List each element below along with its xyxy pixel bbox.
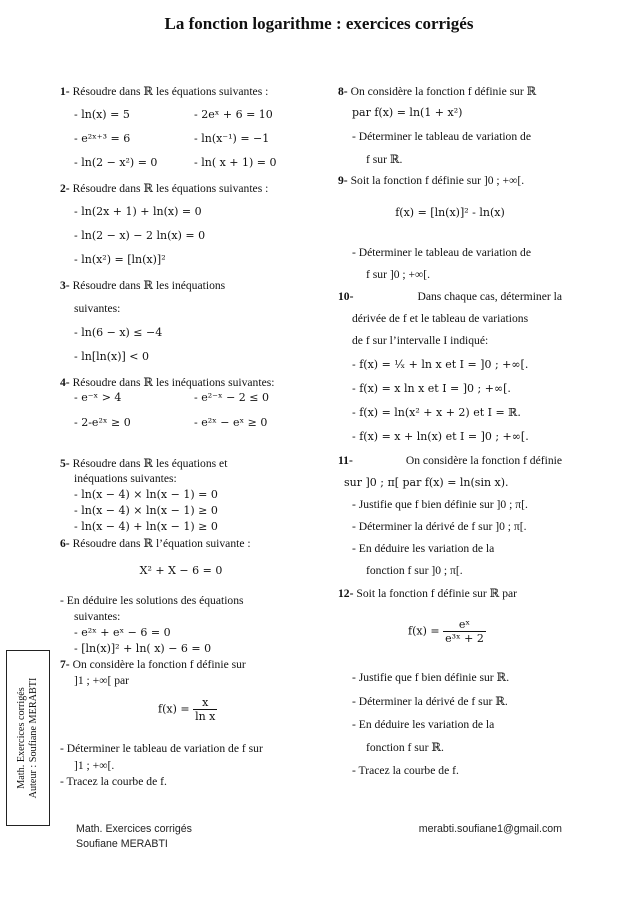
exercise-3 xyxy=(60,278,225,292)
exercise-text: Résoudre dans ℝ les équations et xyxy=(72,457,228,470)
exercise-text: Résoudre dans ℝ les inéquations suivantes: xyxy=(72,376,275,389)
item: - Déterminer le tableau de variation de xyxy=(352,130,531,143)
item: - e²ˣ + eˣ − 6 = 0 xyxy=(74,626,171,639)
exercise-number: 11- xyxy=(338,454,353,467)
item: - Déterminer la dérivé de f sur ]0 ; π[. xyxy=(352,520,527,533)
item: - Justifie que f bien définie sur ℝ. xyxy=(352,671,510,684)
item: - [ln(x)]² + ln( x) − 6 = 0 xyxy=(74,642,212,655)
exercise-text: suivantes: xyxy=(74,610,121,623)
item: - f(x) = x + ln(x) et I = ]0 ; +∞[. xyxy=(352,430,529,443)
item: - En déduire les variation de la xyxy=(352,718,495,731)
item: - ln(x²) = [ln(x)]² xyxy=(74,253,166,266)
exercise-number: 12- xyxy=(338,587,354,600)
fraction xyxy=(193,696,217,723)
exercise-text: sur ]0 ; π[ par f(x) = ln(sin x). xyxy=(344,476,509,489)
exercise-text: - En déduire les solutions des équations xyxy=(60,594,244,607)
exercise-1 xyxy=(60,84,268,98)
numerator: eˣ xyxy=(443,618,486,632)
equation-lhs: f(x) = xyxy=(408,624,440,638)
item: - Déterminer le tableau de variation de f sur xyxy=(60,742,263,755)
exercise-text: On considère la fonction f définie xyxy=(405,454,562,467)
item: fonction f sur ℝ. xyxy=(366,741,444,754)
exercise-8 xyxy=(338,84,536,98)
exercise-number: 4- xyxy=(60,376,70,389)
fraction-equation xyxy=(158,696,217,723)
exercise-number: 8- xyxy=(338,85,348,98)
item: - e²ˣ − eˣ ≥ 0 xyxy=(194,416,268,429)
page-title: La fonction logarithme : exercices corrigés xyxy=(164,14,474,33)
exercise-text: On considère la fonction f définie sur xyxy=(72,658,246,671)
exercise-7 xyxy=(60,658,246,671)
exercise-5 xyxy=(60,456,227,470)
numerator: x xyxy=(193,696,217,710)
exercise-text: inéquations suivantes: xyxy=(74,472,177,485)
item: - Déterminer le tableau de variation de xyxy=(352,246,531,259)
item: - ln(6 − x) ≤ −4 xyxy=(74,326,163,339)
exercise-text: par f(x) = ln(1 + x²) xyxy=(352,106,463,119)
item: - f(x) = ¹⁄ₓ + ln x et I = ]0 ; +∞[. xyxy=(352,358,529,371)
exercise-text: ]1 ; +∞[ par xyxy=(74,674,130,687)
item: - ln(x − 4) × ln(x − 1) = 0 xyxy=(74,488,218,501)
exercise-number: 1- xyxy=(60,85,70,98)
author-sidebar xyxy=(6,650,50,826)
exercise-number: 3- xyxy=(60,279,70,292)
exercise-text: de f sur l’intervalle I indiqué: xyxy=(352,334,489,347)
exercise-number: 9- xyxy=(338,174,348,187)
exercise-text: dérivée de f et le tableau de variations xyxy=(352,312,529,325)
item: - ln(x − 4) × ln(x − 1) ≥ 0 xyxy=(74,504,218,517)
exercise-10 xyxy=(338,290,562,303)
item: fonction f sur ]0 ; π[. xyxy=(366,564,463,577)
exercise-text: Soit la fonction f définie sur ℝ par xyxy=(356,587,518,600)
item: - Déterminer la dérivé de f sur ℝ. xyxy=(352,695,508,708)
exercise-text: suivantes: xyxy=(74,302,121,315)
footer-author: Soufiane MERABTI xyxy=(76,838,168,850)
item: - f(x) = ln(x² + x + 2) et I = ℝ. xyxy=(352,406,521,419)
item: - ln(x) = 5 xyxy=(74,108,130,121)
item: f sur ]0 ; +∞[. xyxy=(366,268,431,281)
sidebar-line-2: Auteur : Soufiane MERABTI xyxy=(28,677,39,799)
item: f sur ℝ. xyxy=(366,153,403,166)
exercise-text: Résoudre dans ℝ les inéquations xyxy=(72,279,226,292)
equation: X² + X − 6 = 0 xyxy=(139,564,223,577)
exercise-text: Soit la fonction f définie sur ]0 ; +∞[. xyxy=(350,174,525,187)
exercise-text: Résoudre dans ℝ les équations suivantes : xyxy=(72,85,269,98)
item: - ln(2 − x) − 2 ln(x) = 0 xyxy=(74,229,206,242)
item: - ln(x − 4) + ln(x − 1) ≥ 0 xyxy=(74,520,218,533)
item: - ln[ln(x)] < 0 xyxy=(74,350,149,363)
item: - Tracez la courbe de f. xyxy=(60,775,167,788)
exercise-number: 10- xyxy=(338,290,354,303)
item: - ln(2 − x²) = 0 xyxy=(74,156,158,169)
footer-left xyxy=(76,822,192,852)
sidebar-line-1: Math. Exercices corrigés xyxy=(16,687,27,789)
denominator: e³ˣ + 2 xyxy=(445,632,484,645)
sidebar-text xyxy=(16,678,40,799)
item: - e²⁻ˣ − 2 ≤ 0 xyxy=(194,391,270,404)
item: - f(x) = x ln x et I = ]0 ; +∞[. xyxy=(352,382,511,395)
equation-lhs: f(x) = xyxy=(158,702,190,716)
item: - ln(x⁻¹) = −1 xyxy=(194,132,270,145)
exercise-number: 5- xyxy=(60,457,70,470)
exercise-text: Résoudre dans ℝ l’équation suivante : xyxy=(72,537,251,550)
footer-course: Math. Exercices corrigés xyxy=(76,823,192,835)
exercise-number: 7- xyxy=(60,658,70,671)
exercise-11 xyxy=(338,454,562,467)
item: - En déduire les variation de la xyxy=(352,542,495,555)
item: - 2eˣ + 6 = 10 xyxy=(194,108,273,121)
exercise-text: Résoudre dans ℝ les équations suivantes : xyxy=(72,182,269,195)
exercise-text: On considère la fonction f définie sur ℝ xyxy=(350,85,537,98)
item: - Justifie que f bien définie sur ]0 ; π[. xyxy=(352,498,528,511)
denominator: ln x xyxy=(195,710,216,723)
exercise-number: 2- xyxy=(60,182,70,195)
exercise-number: 6- xyxy=(60,537,70,550)
item: - e²ˣ⁺³ = 6 xyxy=(74,132,131,145)
item: - ln(2x + 1) + ln(x) = 0 xyxy=(74,205,202,218)
item: ]1 ; +∞[. xyxy=(74,759,115,772)
exercise-12 xyxy=(338,586,517,600)
item: - 2-e²ˣ ≥ 0 xyxy=(74,416,131,429)
item: - e⁻ˣ > 4 xyxy=(74,391,122,404)
item: - Tracez la courbe de f. xyxy=(352,764,459,777)
fraction xyxy=(443,618,486,645)
fraction-equation xyxy=(408,618,486,645)
equation: f(x) = [ln(x)]² - ln(x) xyxy=(395,206,505,219)
exercise-text: Dans chaque cas, déterminer la xyxy=(417,290,562,303)
footer-email[interactable]: merabti.soufiane1@gmail.com xyxy=(418,823,562,835)
exercise-9 xyxy=(338,174,524,187)
exercise-2 xyxy=(60,181,268,195)
exercise-4 xyxy=(60,375,274,389)
item: - ln( x + 1) = 0 xyxy=(194,156,277,169)
exercise-6 xyxy=(60,536,251,550)
